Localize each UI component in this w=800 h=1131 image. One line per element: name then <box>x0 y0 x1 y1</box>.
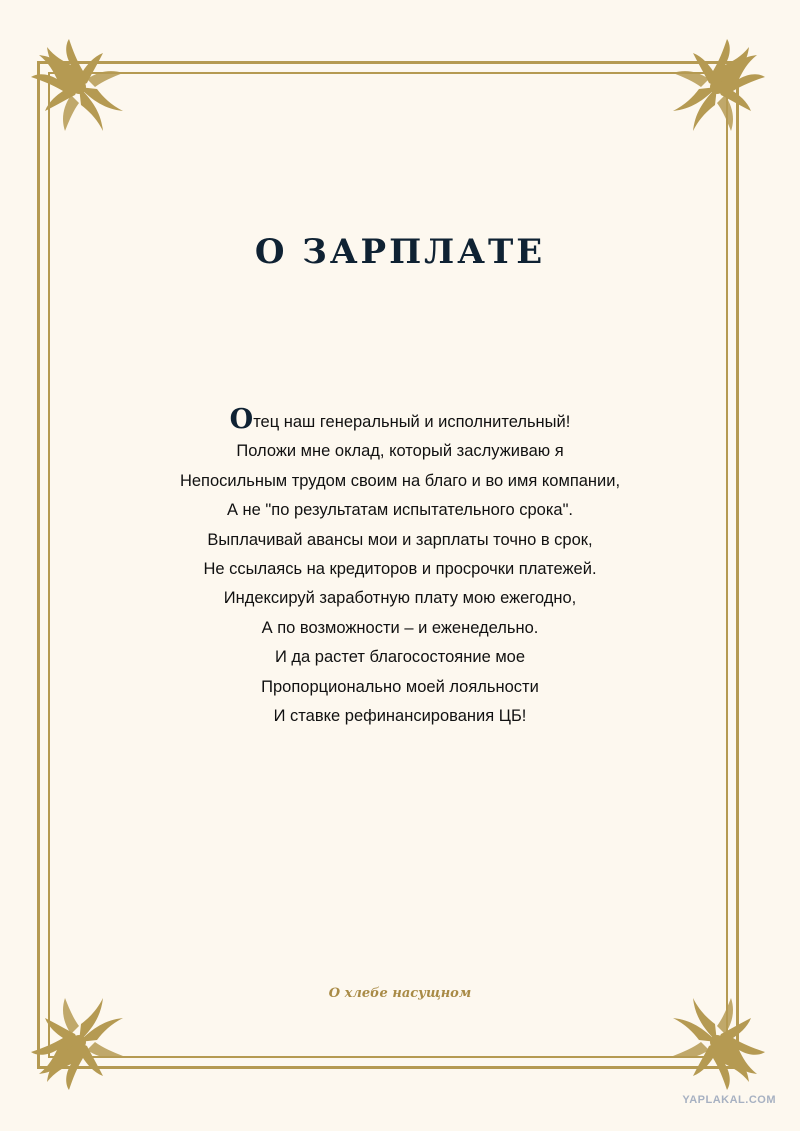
poem-line: А по возможности – и еженедельно. <box>261 618 539 637</box>
poem-line-1-text: тец наш генеральный и исполнительный! <box>253 413 571 431</box>
poem-line: Пропорционально моей лояльности <box>261 677 539 696</box>
ornament-corner-icon <box>27 990 131 1094</box>
poem-line: Не ссылаясь на кредиторов и просрочки платежей. <box>203 560 597 579</box>
poem-body <box>120 404 680 731</box>
poem-line: И да растет благосостояние мое <box>274 648 526 667</box>
site-watermark: YAPLAKAL.COM <box>682 1094 776 1106</box>
poem-line: Положи мне оклад, который заслуживаю я <box>236 442 564 461</box>
drop-cap-letter: О <box>229 404 254 435</box>
ornament-corner-icon <box>665 35 769 139</box>
poem-line: И ставке рефинансирования ЦБ! <box>273 707 527 726</box>
poem-line: Индексируй заработную плату мою ежегодно, <box>223 589 577 608</box>
ornament-corner-icon <box>27 35 131 139</box>
poem-line: Непосильным трудом своим на благо и во имя компании, <box>179 471 621 490</box>
ornament-corner-icon <box>665 990 769 1094</box>
poem-line: Выплачивай авансы мои и зарплаты точно в срок, <box>207 530 593 549</box>
page-title: О ЗАРПЛАТЕ <box>254 232 546 272</box>
footer-caption: О хлебе насущном <box>328 986 472 1001</box>
poem-line-1 <box>120 404 680 437</box>
poem-line: А не "по результатам испытательного срока". <box>226 501 574 520</box>
